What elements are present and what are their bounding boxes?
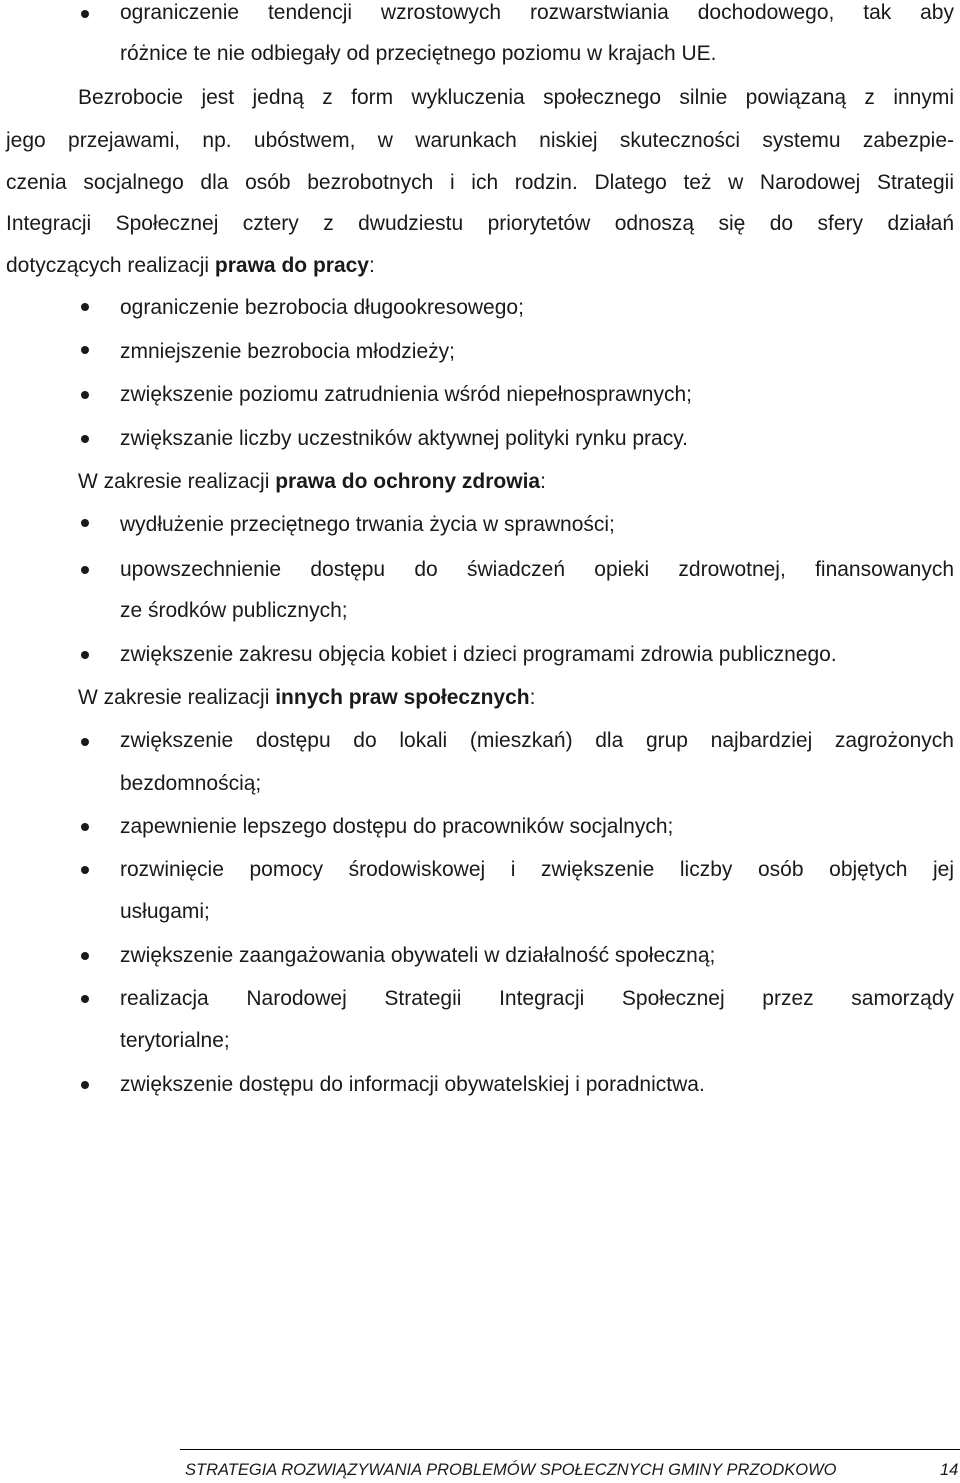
list-item: ze środków publicznych;	[120, 599, 348, 622]
bullet-icon	[81, 519, 89, 527]
list-item: usługami;	[120, 900, 210, 923]
list-item: terytorialne;	[120, 1029, 230, 1052]
text-run: dotyczących realizacji	[6, 254, 215, 277]
bullet-icon	[81, 1081, 89, 1089]
bullet-icon	[81, 651, 89, 659]
bullet-icon	[81, 10, 89, 18]
list-item: zwiększenie zakresu objęcia kobiet i dzieci programami zdrowia publicznego.	[120, 643, 837, 666]
bullet-icon	[81, 566, 89, 574]
page-number: 14	[940, 1461, 959, 1479]
list-item: ograniczenie bezrobocia długookresowego;	[120, 296, 524, 319]
bullet-icon	[81, 995, 89, 1003]
footer-title: STRATEGIA ROZWIĄZYWANIA PROBLEMÓW SPOŁECZNYCH GMINY PRZODKOWO	[185, 1461, 837, 1479]
list-item: zmniejszenie bezrobocia młodzieży;	[120, 340, 455, 363]
text-line: czenia socjalnego dla osób bezrobotnych i ich rodzin. Dlatego też w Narodowej Strategii	[6, 171, 954, 194]
list-item: zapewnienie lepszego dostępu do pracowników socjalnych;	[120, 815, 674, 838]
text-run: W zakresie realizacji	[78, 686, 276, 709]
bullet-icon	[81, 866, 89, 874]
list-item: zwiększenie poziomu zatrudnienia wśród niepełnosprawnych;	[120, 383, 692, 406]
text-line	[78, 469, 546, 495]
bullet-icon	[81, 391, 89, 399]
text-run: :	[540, 470, 546, 493]
bullet-icon	[81, 738, 89, 746]
list-item: bezdomnością;	[120, 772, 262, 795]
text-line	[6, 253, 375, 279]
text-line: Bezrobocie jest jedną z form wykluczenia społecznego silnie powiązaną z innymi	[78, 86, 954, 109]
text-line: różnice te nie odbiegały od przeciętnego poziomu w krajach UE.	[120, 42, 717, 65]
text-line: Integracji Społecznej cztery z dwudziestu priorytetów odnoszą się do sfery działań	[6, 212, 954, 235]
list-item: zwiększanie liczby uczestników aktywnej polityki rynku pracy.	[120, 427, 688, 450]
list-item: rozwinięcie pomocy środowiskowej i zwiększenie liczby osób objętych jej	[120, 858, 954, 881]
bold-text: prawa do ochrony zdrowia	[275, 470, 541, 493]
footer-divider	[180, 1449, 960, 1450]
bullet-icon	[81, 952, 89, 960]
bullet-icon	[81, 823, 89, 831]
bold-text: prawa do pracy	[214, 254, 369, 277]
text-line	[78, 685, 535, 711]
list-item: zwiększenie dostępu do informacji obywatelskiej i poradnictwa.	[120, 1073, 705, 1096]
list-item: upowszechnienie dostępu do świadczeń opieki zdrowotnej, finansowanych	[120, 558, 954, 581]
list-item: realizacja Narodowej Strategii Integracji Społecznej przez samorządy	[120, 987, 954, 1010]
list-item: zwiększenie zaangażowania obywateli w działalność społeczną;	[120, 944, 716, 967]
bullet-icon	[81, 303, 89, 311]
bullet-icon	[81, 435, 89, 443]
list-item: zwiększenie dostępu do lokali (mieszkań) dla grup najbardziej zagrożonych	[120, 729, 954, 752]
text-run: W zakresie realizacji	[78, 470, 276, 493]
text-line: ograniczenie tendencji wzrostowych rozwarstwiania dochodowego, tak aby	[120, 1, 954, 24]
bold-text: innych praw społecznych	[275, 686, 530, 709]
bullet-icon	[81, 346, 89, 354]
text-line: jego przejawami, np. ubóstwem, w warunkach niskiej skuteczności systemu zabezpie-	[6, 129, 954, 152]
text-run: :	[368, 254, 375, 277]
text-run: :	[529, 686, 536, 709]
list-item: wydłużenie przeciętnego trwania życia w sprawności;	[120, 513, 615, 536]
